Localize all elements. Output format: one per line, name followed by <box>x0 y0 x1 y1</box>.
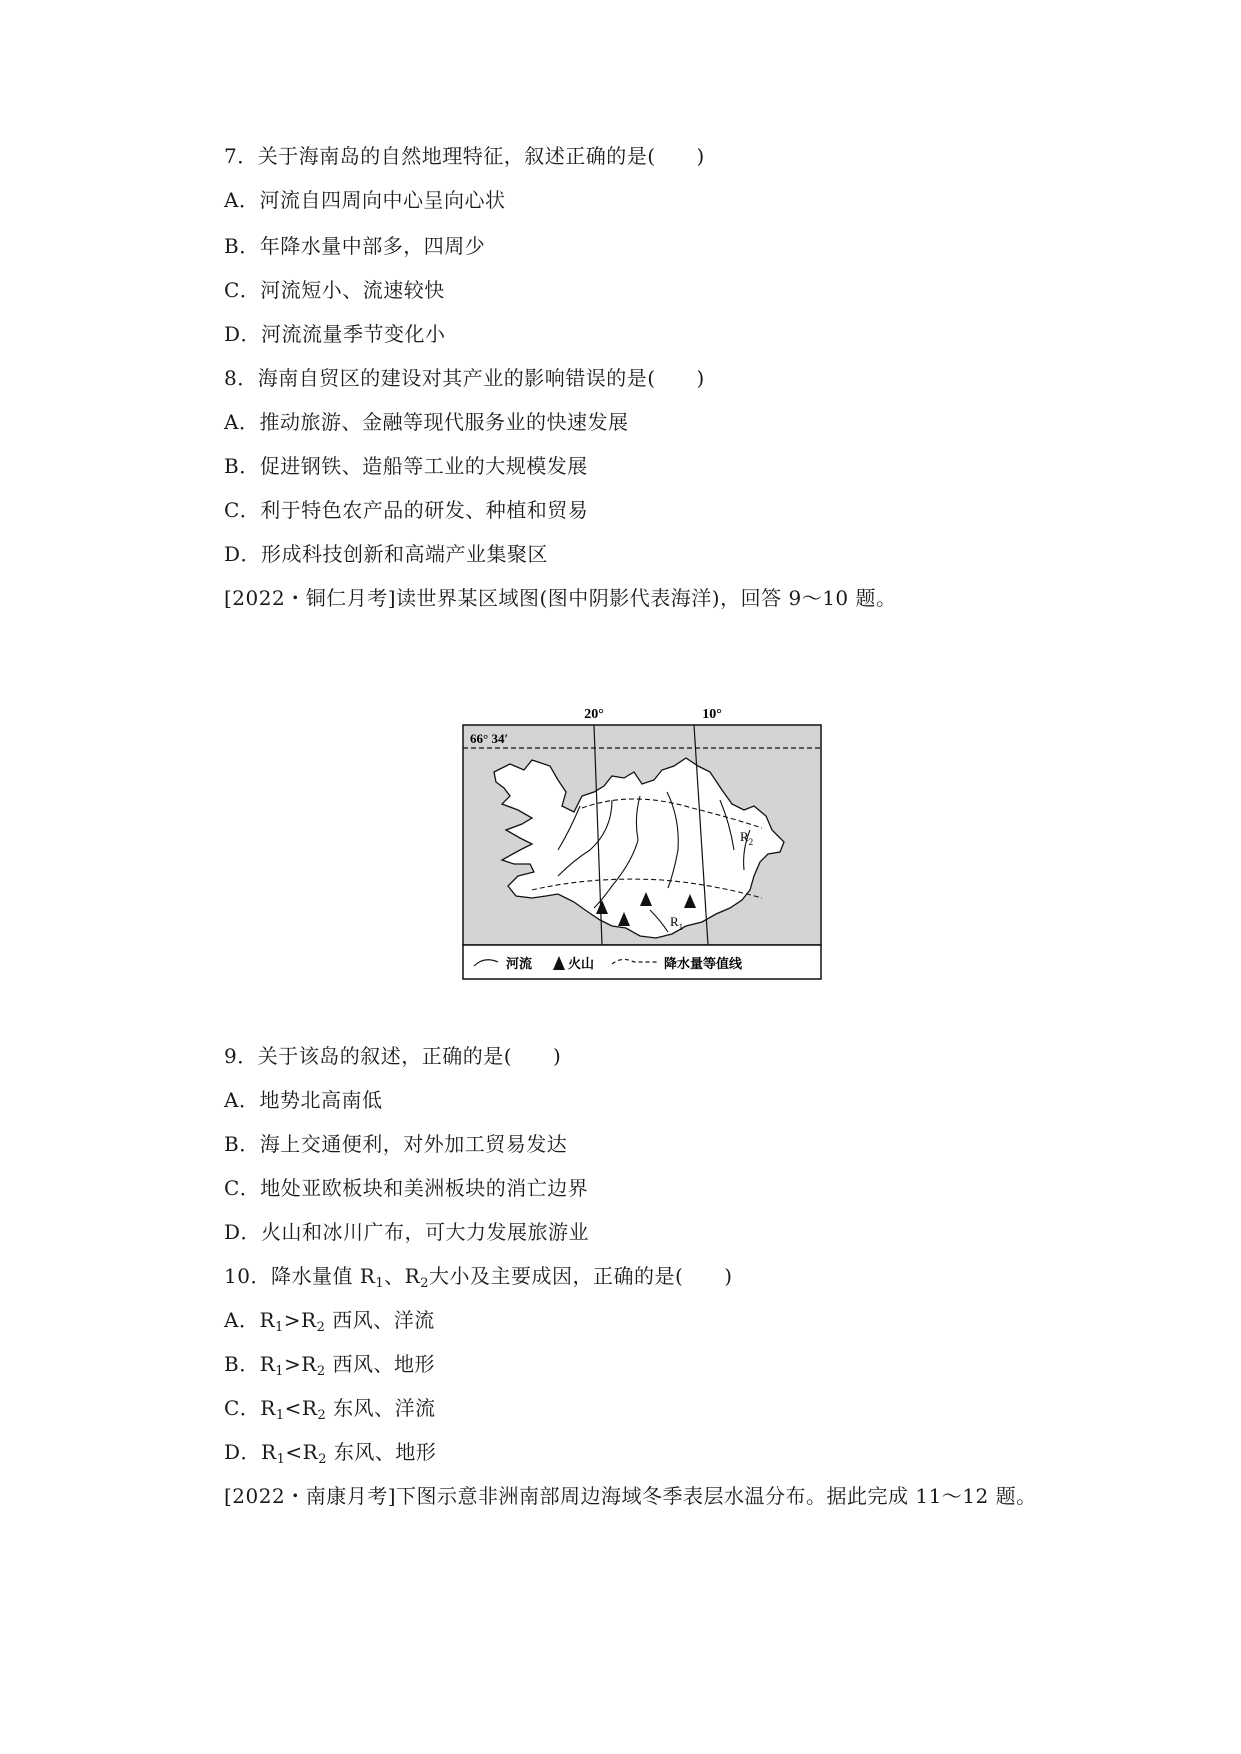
longitude-label-20: 20° <box>584 707 604 722</box>
label-r2: $R_2$ <box>740 829 754 847</box>
question-8-option-c: C．利于特色农产品的研发、种植和贸易 <box>224 498 589 522</box>
question-8-stem: 8．海南自贸区的建设对其产业的影响错误的是( ) <box>224 366 705 390</box>
legend-isohyet-label: 降水量等值线 <box>664 956 743 971</box>
legend-volcano-label: 火山 <box>568 956 595 971</box>
section-intro-11-12: [2022・南康月考]下图示意非洲南部周边海域冬季表层水温分布。据此完成 11～12 题。 <box>224 1484 1037 1508</box>
label-r1: $R_1$ <box>670 914 684 932</box>
question-9-option-a: A．地势北高南低 <box>224 1088 383 1112</box>
question-9-stem: 9．关于该岛的叙述，正确的是( ) <box>224 1044 562 1068</box>
latitude-label: 66° 34′ <box>470 731 509 746</box>
question-10-option-b: B．$R_1>R_2$ 西风、地形 <box>224 1352 436 1379</box>
legend-river-label: 河流 <box>506 956 533 971</box>
question-7-option-d: D．河流流量季节变化小 <box>224 322 446 346</box>
section-intro-9-10: [2022・铜仁月考]读世界某区域图(图中阴影代表海洋)，回答 9～10 题。 <box>224 586 897 610</box>
question-7-option-a: A．河流自四周向中心呈向心状 <box>224 188 506 212</box>
question-9-option-d: D．火山和冰川广布，可大力发展旅游业 <box>224 1220 590 1244</box>
question-9-option-c: C．地处亚欧板块和美洲板块的消亡边界 <box>224 1176 589 1200</box>
question-10-option-d: D．$R_1<R_2$ 东风、地形 <box>224 1440 437 1467</box>
question-8-option-d: D．形成科技创新和高端产业集聚区 <box>224 542 549 566</box>
question-7-option-b: B．年降水量中部多，四周少 <box>224 234 486 258</box>
question-10-stem: 10．降水量值 $R_1$、$R_2$大小及主要成因，正确的是( ) <box>224 1264 733 1291</box>
question-7-stem: 7．关于海南岛的自然地理特征，叙述正确的是( ) <box>224 144 705 168</box>
iceland-map-figure <box>462 700 822 1020</box>
question-10-option-c: C．$R_1<R_2$ 东风、洋流 <box>224 1396 436 1423</box>
longitude-label-10: 10° <box>702 707 722 722</box>
question-10-option-a: A．$R_1>R_2$ 西风、洋流 <box>224 1308 435 1335</box>
question-9-option-b: B．海上交通便利，对外加工贸易发达 <box>224 1132 568 1156</box>
question-8-option-b: B．促进钢铁、造船等工业的大规模发展 <box>224 454 588 478</box>
question-8-option-a: A．推动旅游、金融等现代服务业的快速发展 <box>224 410 629 434</box>
question-7-option-c: C．河流短小、流速较快 <box>224 278 445 302</box>
